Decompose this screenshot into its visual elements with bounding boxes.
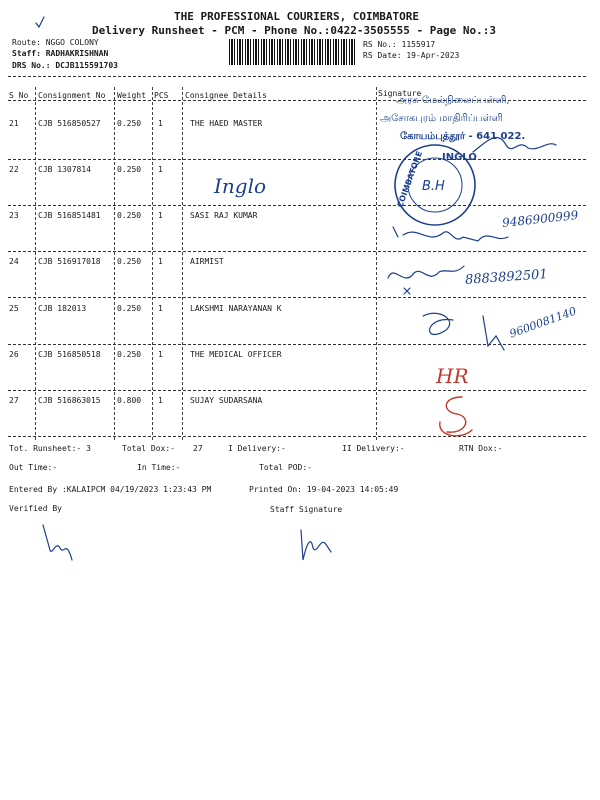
col-header-consignment: Consignment No <box>38 91 106 100</box>
table-row <box>0 165 600 179</box>
stamp-line-1: அரசு மேல்நிலைப்பள்ளி, <box>396 95 510 106</box>
out-time: Out Time:- <box>9 463 58 472</box>
signature-stroke <box>388 266 464 294</box>
total-dox-value: 27 <box>193 444 203 453</box>
in-time: In Time:- <box>137 463 181 472</box>
row-sno: 24 <box>9 257 19 266</box>
signature-stroke <box>301 530 331 560</box>
verified-signature <box>38 520 88 570</box>
total-pod: Total POD:- <box>259 463 312 472</box>
handwritten-phone: 8883892501 <box>464 267 549 288</box>
row-pcs: 1 <box>158 119 163 128</box>
row-weight: 0.250 <box>117 350 142 359</box>
stamp-circle-left: COIMBATORE <box>395 150 425 209</box>
row-pcs: 1 <box>158 304 163 313</box>
route-label: Route: NGGO COLONY <box>12 38 99 47</box>
header-rule-top <box>8 76 586 77</box>
row-consignee: AIRMIST <box>190 257 224 266</box>
row-pcs: 1 <box>158 350 163 359</box>
total-dox-label: Total Dox:- <box>122 444 175 453</box>
entered-by: Entered By :KALAIPCM 04/19/2023 1:23:43 PM <box>9 485 212 494</box>
col-header-weight: Weight <box>117 91 146 100</box>
handwritten-phone: 9600081140 <box>507 304 579 341</box>
row-consignment-no: CJB 182013 <box>38 304 87 313</box>
rs-date: RS Date: 19-Apr-2023 <box>363 51 460 60</box>
row-sno: 26 <box>9 350 19 359</box>
row-pcs: 1 <box>158 211 163 220</box>
row-separator <box>8 297 586 298</box>
rs-number: RS No.: 1155917 <box>363 40 436 49</box>
staff-signature-label: Staff Signature <box>270 505 343 514</box>
row-weight: 0.250 <box>117 257 142 266</box>
signature-stroke <box>393 227 508 241</box>
staff-label: Staff: RADHAKRISHNAN <box>12 49 109 58</box>
row-pcs: 1 <box>158 257 163 266</box>
row-pcs: 1 <box>158 396 163 405</box>
red-signature-row-27 <box>432 392 482 442</box>
handwritten-consignee: Inglo <box>214 174 267 198</box>
staff-signature <box>295 522 345 567</box>
row-consignee: SASI RAJ KUMAR <box>190 211 258 220</box>
row-sno: 25 <box>9 304 19 313</box>
row-sno: 22 <box>9 165 19 174</box>
verified-by: Verified By <box>9 504 62 513</box>
row-weight: 0.250 <box>117 304 142 313</box>
i-delivery: I Delivery:- <box>228 444 286 453</box>
row-consignment-no: CJB 516917018 <box>38 257 101 266</box>
drs-number: DRS No.: DCJB115591703 <box>12 61 118 70</box>
row-consignee: SUJAY SUDARSANA <box>190 396 263 405</box>
total-runsheet: Tot. Runsheet:- 3 <box>9 444 91 453</box>
col-header-pcs: PCS <box>154 91 169 100</box>
row-pcs: 1 <box>158 165 163 174</box>
rtn-dox: RTN Dox:- <box>459 444 503 453</box>
col-header-consignee: Consignee Details <box>185 91 267 100</box>
row-consignment-no: CJB 516850518 <box>38 350 101 359</box>
col-header-sno: S No <box>9 91 29 100</box>
col-header-signature: Signature <box>378 89 422 98</box>
row-sno: 23 <box>9 211 19 220</box>
pen-tick-mark <box>34 15 46 31</box>
row-consignment-no: CJB 516851481 <box>38 211 101 220</box>
company-title: THE PROFESSIONAL COURIERS, COIMBATORE <box>174 10 420 23</box>
row-consignee: LAKSHMI NARAYANAN K <box>190 304 282 313</box>
row-sno: 21 <box>9 119 19 128</box>
table-row <box>0 396 600 410</box>
signature-row-24 <box>384 258 474 298</box>
row-sno: 27 <box>9 396 19 405</box>
row-consignment-no: CJB 516850527 <box>38 119 101 128</box>
printed-on: Printed On: 19-04-2023 14:05:49 <box>249 485 399 494</box>
signature-stroke <box>43 525 72 560</box>
row-weight: 0.800 <box>117 396 142 405</box>
stamp-circle-top: INGLO <box>442 152 477 163</box>
table-bottom-rule <box>8 436 586 437</box>
ii-delivery: II Delivery:- <box>342 444 405 453</box>
stamp-circle-center: B.H <box>422 179 445 194</box>
row-consignment-no: CJB 516863015 <box>38 396 101 405</box>
handwritten-red-mark: HR <box>436 364 469 388</box>
row-consignee: THE MEDICAL OFFICER <box>190 350 282 359</box>
row-consignment-no: CJB 1307814 <box>38 165 91 174</box>
stamp-line-2: அசோகபுரம் மாதிரிப்பள்ளி <box>380 113 503 124</box>
row-consignee: THE HAED MASTER <box>190 119 263 128</box>
row-weight: 0.250 <box>117 211 142 220</box>
handwritten-phone: 9486900999 <box>501 208 579 230</box>
stamp-line-3: கோயம்புத்தூர் - 641 022. <box>400 131 526 142</box>
signature-stroke <box>423 313 504 350</box>
runsheet-subtitle: Delivery Runsheet - PCM - Phone No.:0422-3505555 - Page No.:3 <box>92 24 496 37</box>
row-separator <box>8 390 586 391</box>
row-weight: 0.250 <box>117 119 142 128</box>
signature-stroke <box>440 397 472 436</box>
barcode <box>229 39 357 65</box>
row-weight: 0.250 <box>117 165 142 174</box>
